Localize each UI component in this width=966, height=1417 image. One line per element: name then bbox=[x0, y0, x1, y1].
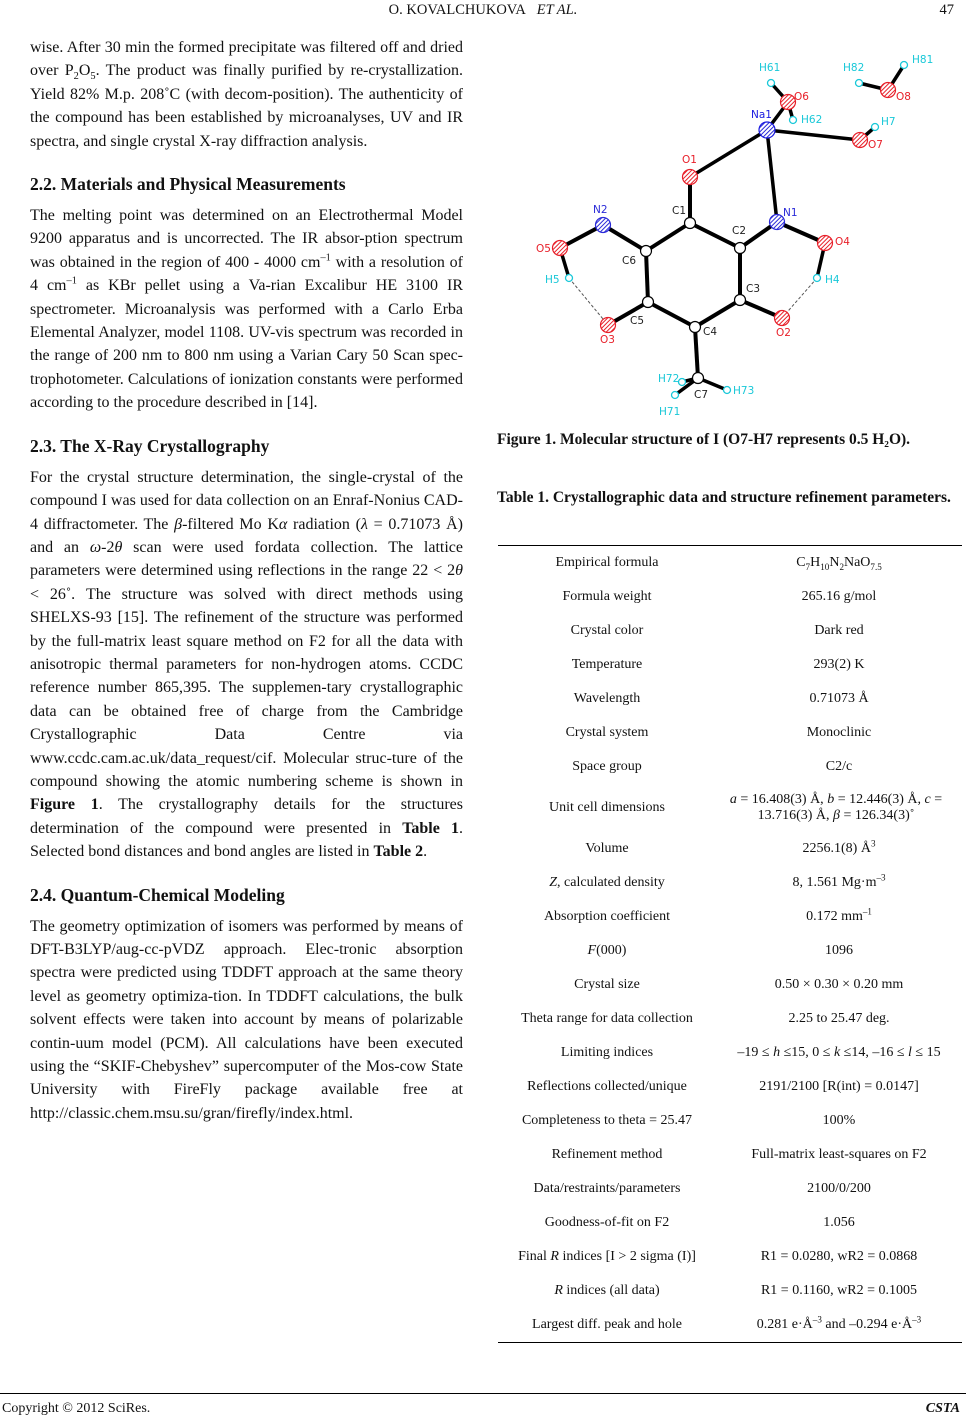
row-label bbox=[498, 589, 716, 605]
row-value bbox=[716, 589, 962, 605]
text-segment: ≤14, –16 ≤ bbox=[840, 1045, 909, 1060]
text-segment: Temperature bbox=[571, 657, 643, 672]
atom-o4 bbox=[818, 236, 833, 251]
row-label bbox=[498, 841, 716, 857]
atom-label: H73 bbox=[733, 385, 755, 397]
row-value bbox=[716, 555, 962, 571]
text-segment: = 126.34(3)˚ bbox=[840, 808, 915, 823]
bond-C4-C5 bbox=[648, 302, 695, 327]
row-label bbox=[498, 1113, 716, 1129]
atom-o3 bbox=[601, 318, 616, 333]
atom-label: O2 bbox=[776, 327, 791, 339]
atom-label: O6 bbox=[794, 91, 809, 103]
header-authors bbox=[0, 2, 966, 19]
row-label bbox=[498, 691, 716, 707]
table-row bbox=[498, 784, 962, 832]
text-segment: λ bbox=[360, 515, 368, 533]
atom-na1 bbox=[759, 122, 775, 138]
text-segment: = 13.716(3) Å, bbox=[757, 792, 943, 823]
table-row bbox=[498, 1308, 962, 1342]
atom-label: C1 bbox=[672, 205, 687, 217]
text-segment: a bbox=[729, 792, 737, 807]
text-segment: C2/c bbox=[825, 759, 853, 774]
molecular-structure-figure bbox=[497, 40, 966, 420]
text-segment: -2 bbox=[101, 538, 115, 556]
table-row bbox=[498, 750, 962, 784]
text-segment: Data/restraints/parameters bbox=[533, 1181, 681, 1196]
atom-label: H82 bbox=[843, 62, 865, 74]
row-value bbox=[716, 792, 956, 824]
text-segment: NaO bbox=[843, 555, 871, 570]
text-segment: Refinement method bbox=[551, 1147, 663, 1162]
text-segment: l bbox=[908, 1045, 912, 1060]
table-row bbox=[498, 648, 962, 682]
text-segment: k bbox=[833, 1045, 841, 1060]
text-segment: 293(2) K bbox=[813, 657, 865, 672]
text-segment: ≤15, 0 ≤ bbox=[780, 1045, 834, 1060]
text-segment: indices (all data) bbox=[562, 1283, 660, 1298]
text-segment: ω bbox=[89, 538, 102, 556]
atom-h73 bbox=[724, 387, 731, 394]
row-label bbox=[498, 1011, 716, 1027]
atom-label: C5 bbox=[630, 315, 645, 327]
text-segment: H bbox=[810, 555, 821, 570]
text-segment: -filtered Mo K bbox=[182, 515, 279, 533]
row-label bbox=[498, 623, 716, 639]
text-segment: θ bbox=[455, 562, 463, 580]
atom-h72 bbox=[679, 379, 686, 386]
row-label bbox=[498, 1147, 716, 1163]
text-segment: The melting point was determined on an Electrothermal Model 9200 apparatus and is uncorrected. The IR absor-ption spectrum was obtained in the region of 400 - 4000 cm bbox=[30, 207, 463, 271]
table-row bbox=[498, 1240, 962, 1274]
row-value bbox=[716, 1045, 962, 1061]
atom-label: N1 bbox=[783, 207, 798, 219]
table-row bbox=[498, 1036, 962, 1070]
row-value bbox=[716, 1314, 962, 1333]
row-label bbox=[498, 977, 716, 993]
row-label bbox=[498, 725, 716, 741]
table-row bbox=[498, 934, 962, 968]
atom-c3 bbox=[735, 295, 746, 306]
atom-n2 bbox=[596, 218, 611, 233]
text-segment: = 0.71073 Å) and an bbox=[30, 515, 463, 556]
bond-Na1-N1 bbox=[767, 130, 777, 222]
row-value bbox=[716, 1011, 962, 1027]
section-heading-2-4: 2.4. Quantum-Chemical Modeling bbox=[30, 884, 285, 905]
table-row bbox=[498, 580, 962, 614]
row-value bbox=[716, 977, 962, 993]
page-footer bbox=[0, 1393, 966, 1416]
atom-label: Na1 bbox=[751, 109, 772, 121]
atom-label: O5 bbox=[536, 243, 551, 255]
text-segment: 10 bbox=[820, 561, 830, 572]
atom-h71 bbox=[672, 392, 679, 399]
row-value bbox=[716, 725, 962, 741]
row-label bbox=[498, 1249, 716, 1265]
text-segment: c bbox=[924, 792, 931, 807]
row-label bbox=[498, 909, 716, 925]
table-row bbox=[498, 546, 962, 580]
text-segment: Crystal size bbox=[574, 977, 640, 992]
text-segment: β bbox=[833, 808, 841, 823]
atom-label: H61 bbox=[759, 62, 781, 74]
text-segment: 2100/0/200 bbox=[807, 1181, 871, 1196]
atom-h81 bbox=[901, 62, 908, 69]
text-segment: 7 bbox=[805, 561, 811, 572]
atom-label: H62 bbox=[801, 114, 823, 126]
text-segment: . The crystallography details for the structures determination of the compound were presented in bbox=[30, 796, 464, 837]
table-row bbox=[498, 1138, 962, 1172]
atom-h82 bbox=[856, 80, 863, 87]
text-segment: 8, 1.561 Mg·m bbox=[792, 875, 877, 890]
text-segment: (000) bbox=[596, 943, 627, 958]
row-value bbox=[716, 657, 962, 673]
text-segment: Completeness to theta = 25.47 bbox=[521, 1113, 693, 1128]
text-segment: O bbox=[78, 62, 91, 80]
table-row bbox=[498, 716, 962, 750]
text-segment: 2256.1(8) Å bbox=[802, 841, 871, 856]
text-segment: 100% bbox=[822, 1113, 856, 1128]
text-segment: β bbox=[174, 515, 183, 533]
atom-label: C3 bbox=[746, 283, 761, 295]
copyright: Copyright © 2012 SciRes. bbox=[2, 1401, 151, 1416]
header-etal: ET AL. bbox=[536, 2, 578, 18]
text-segment: –3 bbox=[812, 1314, 822, 1325]
text-segment: –1 bbox=[320, 252, 331, 264]
text-segment: Crystal color bbox=[570, 623, 644, 638]
section-heading-2-2: 2.2. Materials and Physical Measurements bbox=[30, 174, 346, 195]
bond-C3-C4 bbox=[695, 300, 740, 327]
atom-o1 bbox=[683, 170, 698, 185]
text-segment: 2 bbox=[73, 71, 79, 83]
atom-o2 bbox=[775, 311, 790, 326]
atom-o5 bbox=[553, 241, 568, 256]
paragraph-quantum bbox=[30, 915, 463, 1126]
text-segment: ≤ 15 bbox=[911, 1045, 941, 1060]
table-row bbox=[498, 1002, 962, 1036]
table-row bbox=[498, 1172, 962, 1206]
text-segment: Crystal system bbox=[565, 725, 649, 740]
text-segment: Space group bbox=[572, 759, 642, 774]
text-segment: θ bbox=[114, 538, 123, 556]
atom-c5 bbox=[643, 297, 654, 308]
row-label bbox=[498, 800, 716, 816]
text-segment: 2191/2100 [R(int) = 0.0147] bbox=[759, 1079, 919, 1094]
atom-c4 bbox=[690, 322, 701, 333]
journal-abbrev: CSTA bbox=[925, 1401, 960, 1416]
paragraph-synthesis-end bbox=[30, 36, 463, 153]
row-value bbox=[716, 1113, 962, 1129]
row-value bbox=[716, 1249, 962, 1265]
atom-h5 bbox=[566, 275, 573, 282]
atom-c6 bbox=[641, 246, 652, 257]
row-value bbox=[716, 759, 962, 775]
figure-caption: Figure 1. Molecular structure of I (O7-H7 represents 0.5 H₂O). bbox=[497, 431, 911, 448]
row-label bbox=[498, 1181, 716, 1197]
paragraph-xray bbox=[30, 466, 463, 864]
row-value bbox=[716, 1079, 962, 1095]
text-segment: C bbox=[796, 555, 806, 570]
text-segment: indices [I > 2 sigma (I)] bbox=[558, 1249, 696, 1264]
text-segment: R bbox=[550, 1249, 559, 1264]
atom-c2 bbox=[735, 243, 746, 254]
text-segment: 0.172 mm bbox=[806, 909, 863, 924]
row-label bbox=[498, 875, 716, 891]
text-segment: Final bbox=[518, 1249, 551, 1264]
header-author-name: O. KOVALCHUKOVA bbox=[388, 2, 526, 18]
text-segment: < 26˚. The structure was solved with direct methods using SHELXS-93 [15]. The refinement of the structure was performed by the full-matrix least square method on F2 for all the data with anisotropic thermal parameters for non-hydrogen atoms. CCDC reference number 865,395. The supplemen-tary crystallographic data can be obtained free of charge from the Cambridge Crystallographic Data Centre via www.ccdc.cam.ac.uk/data_request/cif. Molecular struc-ture of the compound showing the atomic numbering scheme is shown in bbox=[30, 585, 463, 790]
atom-label: H7 bbox=[881, 116, 896, 128]
text-segment: 5 bbox=[90, 71, 96, 83]
atom-label: C6 bbox=[622, 255, 637, 267]
text-segment: R1 = 0.1160, wR2 = 0.1005 bbox=[760, 1283, 918, 1298]
section-heading-2-3: 2.3. The X-Ray Crystallography bbox=[30, 435, 270, 456]
table-row bbox=[498, 866, 962, 900]
atom-label: C7 bbox=[694, 389, 709, 401]
text-segment: For the crystal structure determination, the single-crystal of the compound I was used for data collection on an Enraf-Nonius CAD-4 diffractometer. The bbox=[30, 468, 463, 533]
atom-label: H5 bbox=[545, 274, 560, 286]
text-segment: F bbox=[587, 943, 597, 958]
row-value bbox=[716, 872, 962, 891]
text-segment: Empirical formula bbox=[555, 555, 659, 570]
text-segment: R1 = 0.0280, wR2 = 0.0868 bbox=[760, 1249, 918, 1264]
table-row bbox=[498, 1104, 962, 1138]
text-segment: Theta range for data collection bbox=[521, 1011, 693, 1026]
table-row bbox=[498, 1274, 962, 1308]
atom-label: O8 bbox=[896, 91, 911, 103]
text-segment: . The product was finally purified by re-crystallization. Yield 82% M.p. 208˚C (with decom-position). The authenticity of the compound has been established by microanalyses, UV and IR spectra, and single crystal X-ray diffraction analysis. bbox=[30, 62, 464, 150]
bond-Na1-O1 bbox=[690, 130, 767, 177]
text-segment: –3 bbox=[876, 872, 886, 883]
text-segment: Formula weight bbox=[562, 589, 652, 604]
row-label bbox=[498, 943, 716, 959]
text-segment: 0.71073 Å bbox=[809, 691, 869, 706]
text-segment: . bbox=[423, 843, 428, 861]
text-segment: , calculated density bbox=[557, 875, 665, 890]
atom-h4 bbox=[814, 275, 821, 282]
text-segment: radiation ( bbox=[287, 515, 361, 533]
text-segment: –1 bbox=[862, 906, 872, 917]
text-segment: –1 bbox=[66, 275, 77, 287]
text-segment: Absorption coefficient bbox=[543, 909, 671, 924]
atom-label: N2 bbox=[593, 204, 608, 216]
table-row bbox=[498, 832, 962, 866]
atom-label: O1 bbox=[682, 154, 697, 166]
atom-o8 bbox=[881, 83, 896, 98]
text-segment: Table 2 bbox=[373, 843, 424, 861]
row-label bbox=[498, 1317, 716, 1333]
text-segment: 1.056 bbox=[823, 1215, 855, 1230]
row-value bbox=[716, 1215, 962, 1231]
text-segment: Monoclinic bbox=[806, 725, 872, 740]
text-segment: Largest diff. peak and hole bbox=[532, 1317, 682, 1332]
text-segment: 1096 bbox=[825, 943, 853, 958]
text-segment: The geometry optimization of isomers was performed by means of DFT-B3LYP/aug-cc-pVDZ approach. Elec-tronic absorption spectra were predicted using TDDFT approach at the same theory level as geometry optimiza-tion. In TDDFT calculations, the bulk solvent effects were taken into account by means of polarizable contin-uum model (PCM). All calculations have been executed using the “SKIF-Chebyshev” supercomputer of the Mos-cow State University with FireFly package available free at http://classic.chem.msu.su/gran/firefly/index.html. bbox=[30, 917, 463, 1122]
table-caption: Table 1. Crystallographic data and structure refinement parameters. bbox=[497, 489, 951, 506]
text-segment: and –0.294 e·Å bbox=[821, 1317, 913, 1332]
atom-label: C4 bbox=[703, 326, 718, 338]
atom-label: O4 bbox=[835, 236, 850, 248]
table-row bbox=[498, 1070, 962, 1104]
table-row bbox=[498, 900, 962, 934]
text-segment: N bbox=[829, 555, 840, 570]
atom-h61 bbox=[768, 80, 775, 87]
text-segment: Limiting indices bbox=[560, 1045, 654, 1060]
bond-Na1-O7 bbox=[767, 130, 860, 140]
text-segment: 265.16 g/mol bbox=[801, 589, 877, 604]
crystallographic-data-table bbox=[498, 545, 962, 1343]
atom-label: O7 bbox=[868, 139, 883, 151]
bond-C4-C7 bbox=[695, 327, 698, 378]
text-segment: scan were used fordata collection. The lattice parameters were determined using reflections in the range 22 < 2 bbox=[30, 538, 464, 580]
text-segment: = 16.408(3) Å, bbox=[736, 792, 828, 807]
table-row bbox=[498, 614, 962, 648]
text-segment: Goodness-of-fit on F2 bbox=[544, 1215, 670, 1230]
atom-label: H72 bbox=[658, 373, 680, 385]
row-label bbox=[498, 657, 716, 673]
text-segment: = 12.446(3) Å, bbox=[834, 792, 925, 807]
bond-C6-C1 bbox=[646, 223, 690, 251]
text-segment: Table 1 bbox=[402, 819, 459, 837]
row-label bbox=[498, 1045, 716, 1061]
row-label bbox=[498, 1215, 716, 1231]
atom-label: O3 bbox=[600, 334, 615, 346]
text-segment: Unit cell dimensions bbox=[549, 800, 665, 815]
text-segment: α bbox=[278, 515, 288, 533]
row-label bbox=[498, 1283, 716, 1299]
left-column bbox=[30, 36, 463, 1125]
atom-h7 bbox=[872, 124, 879, 131]
text-segment: wise. After 30 min the formed precipitate was filtered off and dried over P bbox=[30, 39, 463, 80]
table-row bbox=[498, 968, 962, 1002]
text-segment: Reflections collected/unique bbox=[527, 1079, 687, 1094]
atom-label: H81 bbox=[912, 54, 934, 66]
row-value bbox=[716, 1181, 962, 1197]
table-row bbox=[498, 682, 962, 716]
text-segment: Wavelength bbox=[573, 691, 641, 706]
text-segment: R bbox=[554, 1283, 563, 1298]
text-segment: Z bbox=[549, 875, 558, 890]
atom-c1 bbox=[685, 218, 696, 229]
row-value bbox=[716, 943, 962, 959]
text-segment: –19 ≤ bbox=[737, 1045, 774, 1060]
text-segment: 3 bbox=[870, 838, 876, 849]
row-label bbox=[498, 759, 716, 775]
text-segment: 0.50 × 0.30 × 0.20 mm bbox=[774, 977, 904, 992]
page-number: 47 bbox=[939, 2, 954, 18]
row-label bbox=[498, 555, 716, 571]
atom-label: C2 bbox=[732, 225, 747, 237]
row-label bbox=[498, 1079, 716, 1095]
text-segment: b bbox=[827, 792, 835, 807]
row-value bbox=[716, 1283, 962, 1299]
text-segment: Volume bbox=[585, 841, 629, 856]
atom-label: H4 bbox=[825, 274, 840, 286]
text-segment: Figure 1 bbox=[30, 796, 99, 814]
hydrogen-bond bbox=[569, 278, 608, 325]
atom-o7 bbox=[853, 133, 868, 148]
row-value bbox=[716, 691, 962, 707]
table-row bbox=[498, 1206, 962, 1240]
text-segment: 7.5 bbox=[870, 561, 882, 572]
row-value bbox=[716, 838, 962, 857]
text-segment: with a resolution of 4 cm bbox=[30, 253, 463, 295]
bond-C5-C6 bbox=[646, 251, 648, 302]
row-value bbox=[716, 1147, 962, 1163]
text-segment: 2 bbox=[839, 561, 844, 572]
atom-label: H71 bbox=[659, 406, 681, 418]
paragraph-materials bbox=[30, 204, 463, 415]
text-segment: –3 bbox=[912, 1314, 922, 1325]
text-segment: 2.25 to 25.47 deg. bbox=[788, 1011, 890, 1026]
text-segment: Full-matrix least-squares on F2 bbox=[751, 1147, 927, 1162]
text-segment: 0.281 e·Å bbox=[756, 1317, 813, 1332]
text-segment: as KBr pellet using a Va-rian Excalibur HE 3100 IR spectrometer. Microanalysis was performed with a Carlo Erba Elemental Analyzer, model 1108. UV-vis spectrum was recorded in the range of 200 nm to 800 nm using a Varian Cary 50 Scan spec-trophotometer. Calculations of ionization constants were performed according to the procedure described in [14]. bbox=[30, 277, 464, 412]
text-segment: . Selected bond distances and bond angles are listed in bbox=[30, 819, 463, 861]
row-value bbox=[716, 906, 962, 925]
atom-h62 bbox=[790, 117, 797, 124]
atom-c7 bbox=[693, 373, 704, 384]
row-value bbox=[716, 623, 962, 639]
text-segment: h bbox=[773, 1045, 781, 1060]
text-segment: Dark red bbox=[814, 623, 864, 638]
